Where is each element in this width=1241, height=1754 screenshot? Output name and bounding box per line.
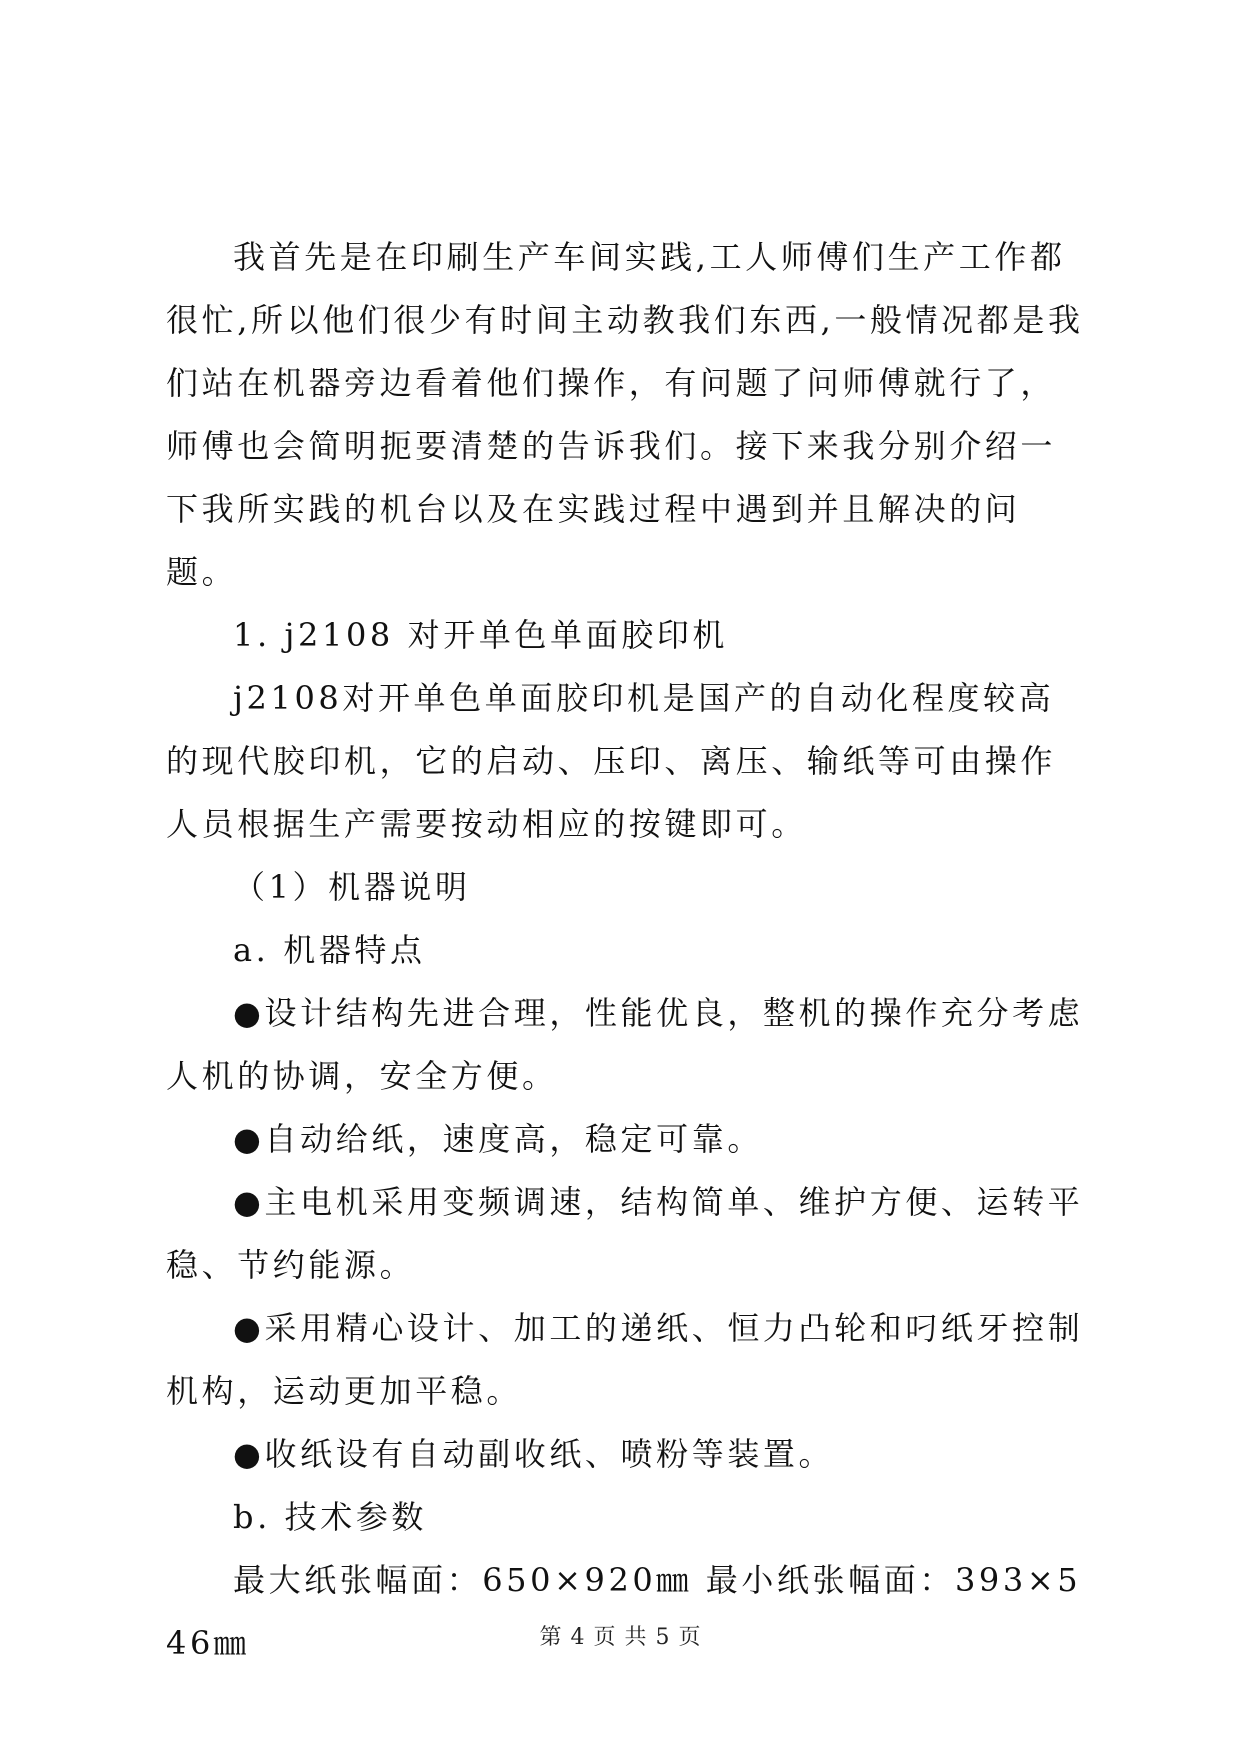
bullet-item-motor: ●主电机采用变频调速，结构简单、维护方便、运转平稳、节约能源。 bbox=[166, 1183, 1084, 1284]
paragraph-intro: 我首先是在印刷生产车间实践,工人师傅们生产工作都很忙,所以他们很少有时间主动教我们东西,一般情况都是我们站在机器旁边看着他们操作，有问题了问师傅就行了，师傅也会简明扼要清楚的告诉我们。接下来我分别介绍一下我所实践的机台以及在实践过程中遇到并且解决的问题。 bbox=[166, 238, 1084, 591]
bullet-item-delivery: ●收纸设有自动副收纸、喷粉等装置。 bbox=[233, 1435, 835, 1473]
bullet-item-design: ●设计结构先进合理，性能优良，整机的操作充分考虑人机的协调，安全方便。 bbox=[166, 994, 1084, 1095]
heading-machine-explanation: （1）机器说明 bbox=[233, 868, 471, 906]
bullet-item-mechanism: ●采用精心设计、加工的递纸、恒力凸轮和叼纸牙控制机构，运动更加平稳。 bbox=[166, 1309, 1084, 1410]
heading-technical-parameters: b. 技术参数 bbox=[233, 1498, 428, 1536]
heading-machine-j2108: 1. j2108 对开单色单面胶印机 bbox=[233, 616, 729, 654]
paragraph-machine-description: j2108对开单色单面胶印机是国产的自动化程度较高的现代胶印机，它的启动、压印、离压、输纸等可由操作人员根据生产需要按动相应的按键即可。 bbox=[166, 679, 1057, 843]
paragraph-paper-size: 最大纸张幅面：650×920㎜ 最小纸张幅面：393×546㎜ bbox=[166, 1561, 1082, 1662]
page-footer: 第 4 页 共 5 页 bbox=[539, 1625, 702, 1650]
document-body bbox=[166, 226, 1086, 1675]
heading-machine-features: a. 机器特点 bbox=[233, 931, 426, 969]
bullet-item-auto-feed: ●自动给纸，速度高，稳定可靠。 bbox=[233, 1120, 763, 1158]
